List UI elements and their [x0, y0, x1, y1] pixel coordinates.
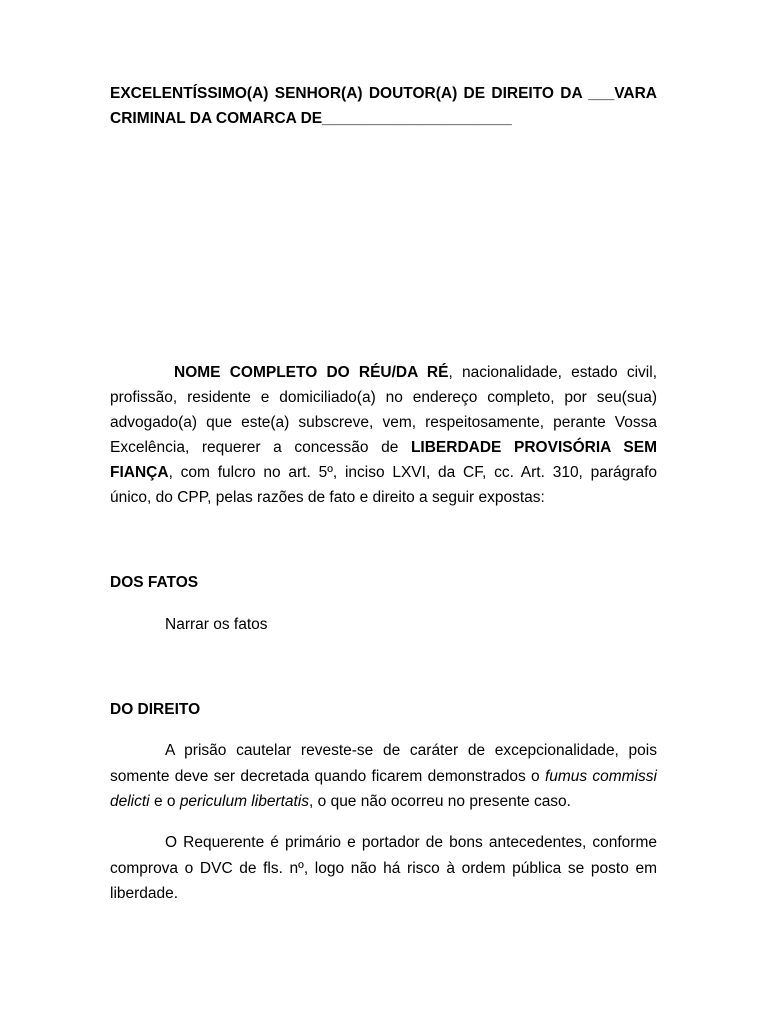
request-text: Excelência, requerer a concessão de	[110, 439, 411, 456]
qualification-text: advogado(a) que este(a) subscreve, vem, respeitosamente, perante Vossa	[110, 414, 657, 431]
law-paragraph-line	[110, 856, 657, 882]
facts-section-heading	[110, 570, 657, 595]
law-text: somente deve ser decretada quando ficarem demonstrados o	[110, 767, 545, 785]
qualification-line	[110, 435, 657, 460]
law-paragraph-line	[110, 789, 657, 815]
qualification-line	[110, 360, 657, 385]
facts-body: Narrar os fatos	[165, 616, 268, 633]
qualification-line	[110, 485, 657, 510]
request-title: LIBERDADE PROVISÓRIA SEM	[410, 439, 657, 456]
qualification-text: , nacionalidade, estado civil,	[448, 364, 658, 381]
facts-heading: DOS FATOS	[110, 574, 199, 591]
qualification-line	[110, 385, 657, 410]
latin-term: fumus commissi	[544, 767, 657, 785]
qualification-line	[110, 410, 657, 435]
latin-term: periculum libertatis	[179, 793, 310, 810]
legal-basis-text: , com fulcro no art. 5º, inciso LXVI, da CF, cc. Art. 310, parágrafo	[168, 464, 657, 481]
law-paragraph-2	[110, 830, 657, 907]
qualification-text: profissão, residente e domiciliado(a) no endereço completo, por seu(sua)	[110, 389, 657, 406]
court-address-line-1: EXCELENTÍSSIMO(A) SENHOR(A) DOUTOR(A) DE DIREITO DA ___VARA	[110, 85, 657, 102]
legal-basis-text: único, do CPP, pelas razões de fato e direito a seguir expostas:	[110, 489, 545, 506]
court-address-line-2: CRIMINAL DA COMARCA DE______________________	[110, 110, 512, 127]
latin-term: delicti	[110, 793, 150, 810]
facts-section-body	[110, 612, 657, 637]
law-paragraph-line	[110, 830, 657, 856]
law-text: A prisão cautelar reveste-se de caráter de excepcionalidade, pois	[165, 742, 657, 759]
defendant-name: NOME COMPLETO DO RÉU/DA RÉ	[174, 364, 449, 381]
law-paragraph-1	[110, 738, 657, 815]
law-text: e o	[149, 793, 180, 810]
qualification-line	[110, 460, 657, 485]
law-paragraph-line	[110, 764, 657, 790]
law-heading: DO DIREITO	[110, 701, 201, 718]
law-paragraph-line	[110, 738, 657, 764]
request-title: FIANÇA	[110, 464, 169, 481]
law-text: , o que não ocorreu no presente caso.	[309, 793, 571, 810]
qualification-paragraph	[110, 360, 657, 510]
law-section-heading	[110, 697, 657, 722]
law-text: comprova o DVC de fls. nº, logo não há risco à ordem pública se posto em	[110, 859, 657, 877]
law-text: liberdade.	[110, 885, 179, 902]
court-address-heading	[110, 81, 657, 131]
law-text: O Requerente é primário e portador de bons antecedentes, conforme	[165, 834, 657, 851]
law-paragraph-line	[110, 881, 657, 907]
